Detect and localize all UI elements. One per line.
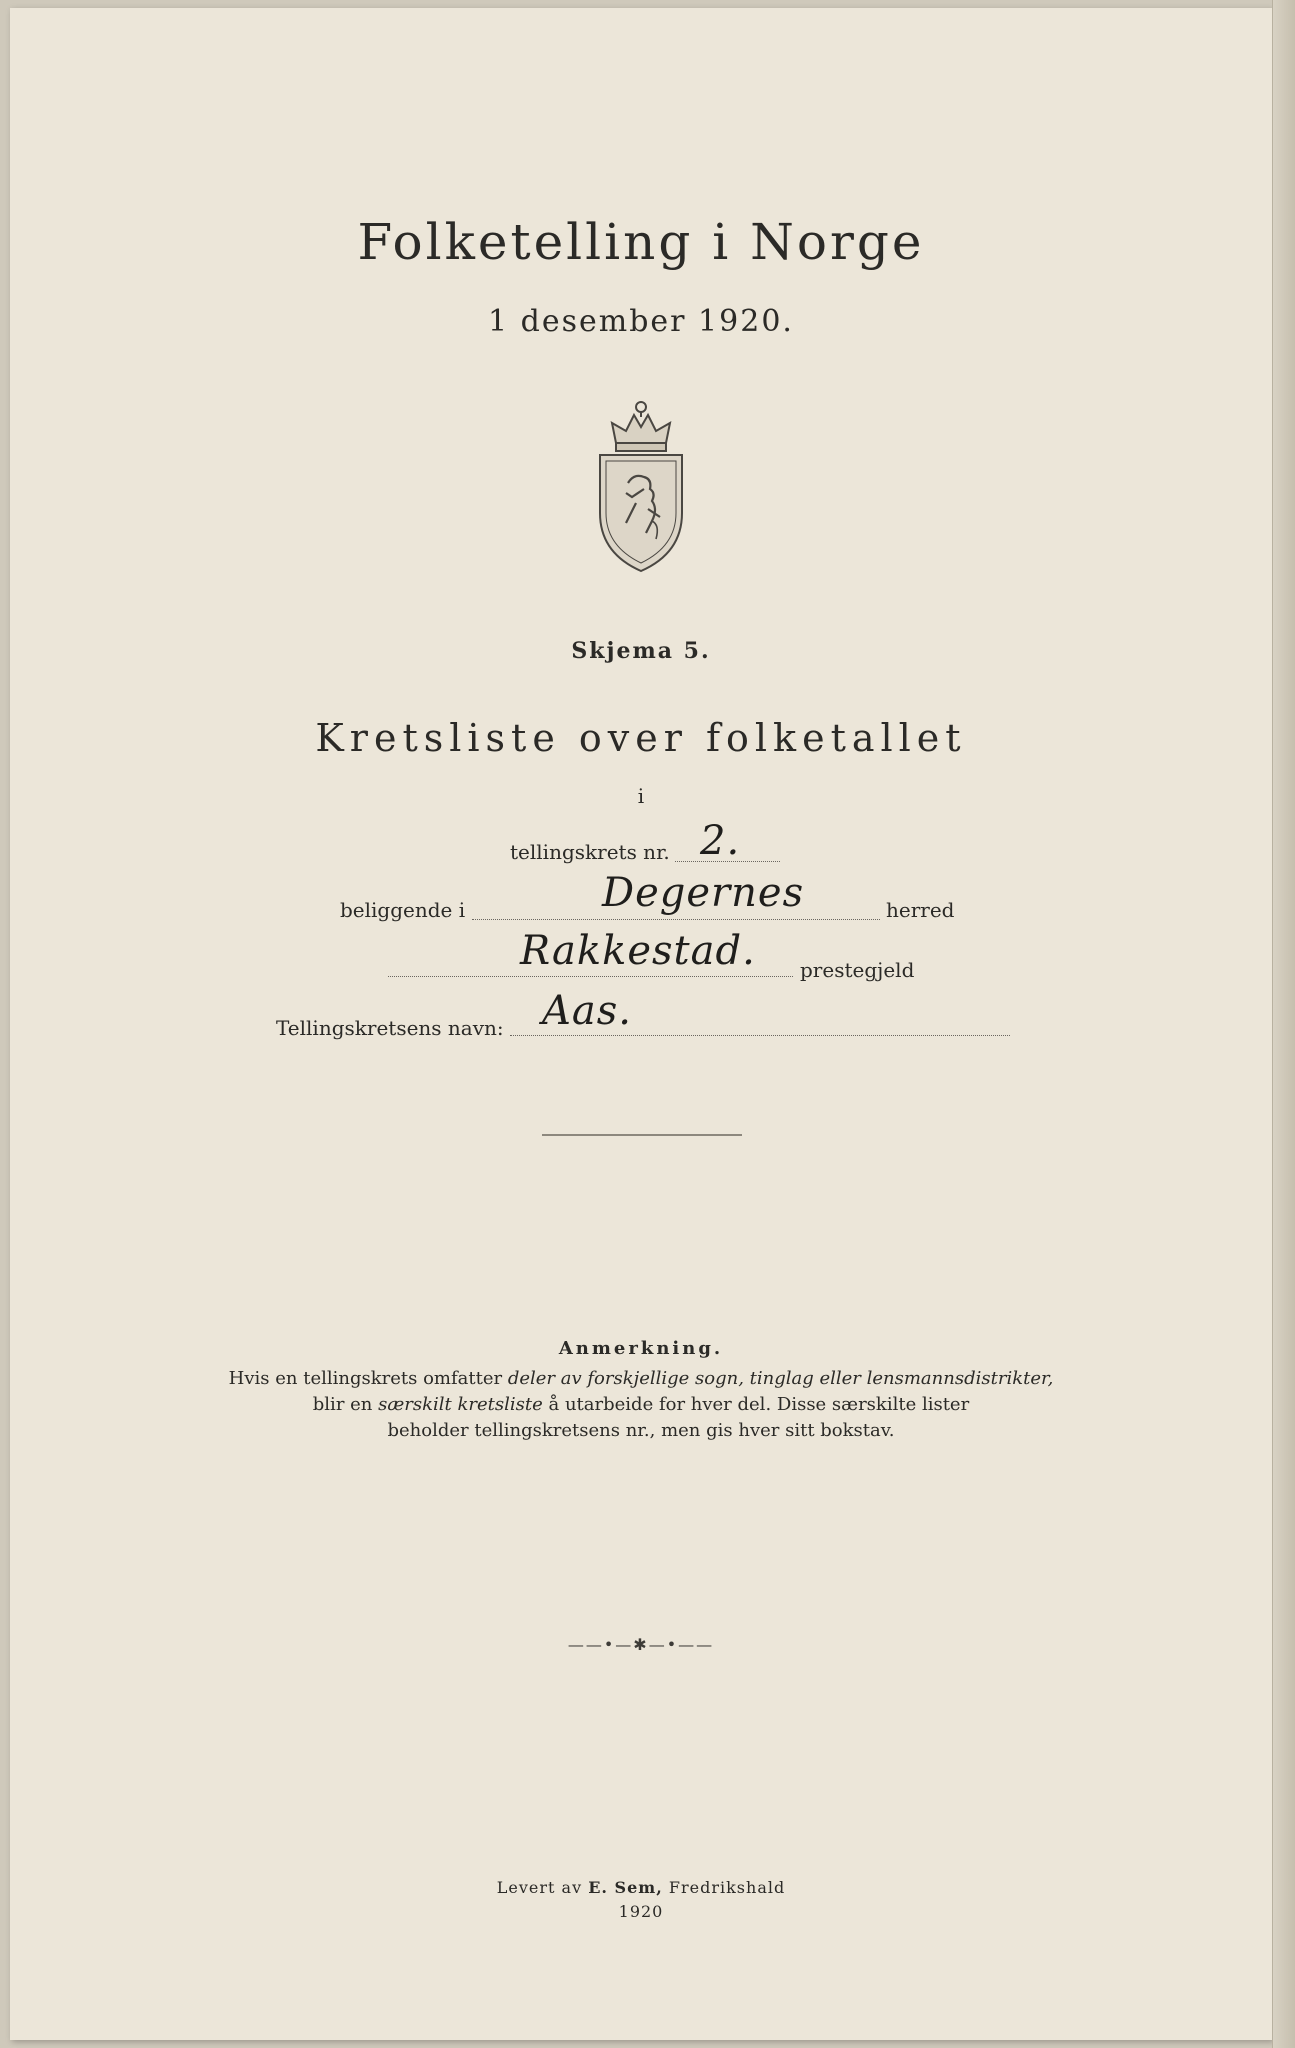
note-line-1-text: Hvis en tellingskrets omfatter	[228, 1368, 508, 1389]
prestegjeld-dotted-line	[388, 976, 793, 977]
census-date: 1 desember 1920.	[488, 304, 794, 339]
herred-dotted-line	[472, 919, 880, 920]
note-line-2-italic: særskilt kretsliste	[378, 1394, 543, 1415]
publisher-prefix: Levert av	[496, 1878, 589, 1897]
krets-navn-value: Aas.	[542, 988, 632, 1034]
prestegjeld-suffix: prestegjeld	[800, 958, 915, 982]
note-line-2	[10, 1394, 1272, 1415]
herred-prefix: beliggende i	[340, 898, 466, 922]
page-title: Folketelling i Norge	[357, 213, 925, 271]
publisher-line	[10, 1878, 1272, 1897]
note-line-2-text-a: blir en	[312, 1394, 379, 1415]
schema-number: Skjema 5.	[571, 638, 711, 664]
tellingskrets-value: 2.	[700, 818, 741, 864]
page-edge	[1272, 0, 1295, 2048]
ornament-divider: ——•—✱—•——	[567, 1635, 715, 1654]
krets-navn-dotted-line	[510, 1035, 1010, 1036]
note-line-3: beholder tellingskretsens nr., men gis hver sitt bokstav.	[387, 1420, 895, 1441]
krets-navn-label: Tellingskretsens navn:	[276, 1016, 504, 1040]
prestegjeld-value: Rakkestad.	[520, 928, 756, 974]
census-form-page	[10, 8, 1272, 2040]
connector-word: i	[637, 784, 645, 808]
norwegian-coat-of-arms-icon	[586, 393, 696, 573]
note-line-2-text-c: å utarbeide for hver del. Disse særskilte lister	[542, 1394, 970, 1415]
tellingskrets-label: tellingskrets nr.	[510, 840, 670, 864]
publisher-name: E. Sem,	[588, 1878, 663, 1897]
note-line-1	[10, 1368, 1272, 1389]
herred-suffix: herred	[886, 898, 955, 922]
list-title: Kretsliste over folketallet	[315, 716, 967, 760]
note-line-1-italic: deler av forskjellige sogn, tinglag eller lensmannsdistrikter,	[507, 1368, 1054, 1389]
publisher-place: Fredrikshald	[662, 1878, 786, 1897]
herred-value: Degernes	[602, 870, 805, 916]
note-title: Anmerkning.	[558, 1338, 724, 1359]
separator-rule	[542, 1134, 742, 1136]
publisher-year: 1920	[618, 1902, 664, 1921]
